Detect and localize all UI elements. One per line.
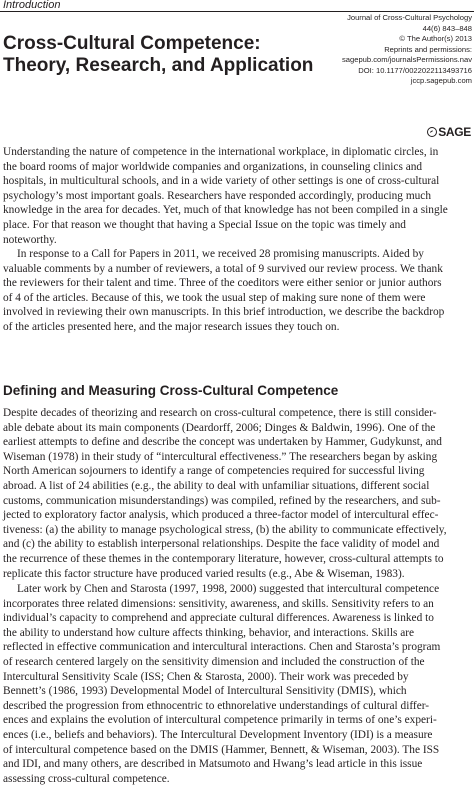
text-line: customs, communication misunderstandings) was compiled, refined by the researchers, and sub-: [3, 494, 441, 507]
text-line: abroad. A list of 24 abilities (e.g., the ability to deal with unfamiliar situations, different social: [3, 479, 430, 492]
section-heading: Defining and Measuring Cross-Cultural Competence: [3, 383, 339, 398]
journal-volume: 44(6) 843–848: [422, 23, 472, 33]
article-title: [3, 33, 338, 77]
text-line: Despite decades of theorizing and research on cross-cultural competence, there is still consider-: [3, 407, 437, 419]
text-line: ences (i.e., beliefs and behaviors). The Intercultural Development Inventory (IDI) is a measure: [3, 728, 433, 741]
doi: DOI: 10.1177/0022022113493716: [358, 65, 472, 75]
text-line: ences and explains the evolution of intercultural competence primarily in terms of one’s experi-: [3, 714, 437, 727]
text-line: hospitals, in multicultural schools, and in a wide variety of other settings is one of cross-cultural: [3, 175, 440, 188]
text-line: earliest attempts to define and describe the concept was undertaken by Hammer, Gudykunst, and: [3, 436, 442, 449]
title-line-1: Cross-Cultural Competence:: [3, 33, 261, 54]
text-line: jected to exploratory factor analysis, which produced a three-factor model of intercultural effec-: [3, 509, 439, 522]
title-line-2: Theory, Research, and Application: [3, 55, 314, 76]
text-line: In response to a Call for Papers in 2011, we received 28 promising manuscripts. Aided by: [17, 248, 424, 260]
reprints-url: sagepub.com/journalsPermissions.nav: [341, 55, 472, 64]
text-line: Intercultural Sensitivity Scale (ISS; Chen & Starosta, 2000). Their work was preceded by: [3, 670, 409, 683]
text-line: of research centered largely on the sensitivity dimension and included the construction of the: [3, 655, 425, 668]
header-rule: [0, 11, 474, 12]
text-line: North American sojourners to identify a range of competencies required for successful living: [3, 465, 425, 478]
sage-wordmark: SAGE: [438, 125, 471, 139]
journal-meta: [322, 13, 472, 87]
text-line: incorporates three related dimensions: sensitivity, awareness, and skills. Sensitivity refers to an: [3, 597, 434, 610]
text-line: Later work by Chen and Starosta (1997, 1998, 2000) suggested that intercultural competence: [17, 583, 440, 595]
text-line: Understanding the nature of competence in the international workplace, in diplomatic circles, in: [3, 146, 439, 158]
text-line: Wiseman (1978) in their study of “intercultural effectiveness.” The researchers began by asking: [3, 450, 438, 463]
text-line: the board rooms of major worldwide companies and organizations, in counseling clinics and: [3, 160, 423, 173]
text-line: tiveness: (a) the ability to manage psychological stress, (b) the ability to communicate effectively,: [3, 523, 447, 536]
text-line: and (c) the ability to establish interpersonal relationships. Despite the face validity of model and: [3, 538, 440, 551]
sage-mark-icon: [427, 127, 437, 137]
section-paragraph-2: [3, 582, 472, 786]
text-line: psychology’s most important goals. Researchers have responded accordingly, producing much: [3, 189, 432, 202]
text-line: of the articles presented here, and the major research issues they touch on.: [3, 320, 340, 333]
text-line: involved in reviewing their own manuscripts. In this brief introduction, we describe the backdrop: [3, 306, 445, 319]
text-line: of 4 of the articles. Because of this, we took the usual step of making sure none of them were: [3, 291, 426, 304]
text-line: the recurrence of these themes in the contemporary literature, however, cross-cultural attempts to: [3, 552, 444, 565]
reprints-label: Reprints and permissions:: [384, 44, 472, 54]
text-line: the ability to understand how culture affects thinking, behavior, and interactions. Skills are: [3, 626, 415, 639]
text-line: the reviewers for their talent and time. Three of the coeditors were either senior or junior authors: [3, 277, 442, 290]
intro-paragraph-1: [3, 145, 472, 247]
intro-paragraph-2: [3, 247, 472, 335]
text-line: able debate about its main components (Deardorff, 2006; Dinges & Baldwin, 1996). One of the: [3, 421, 436, 434]
text-line: of intercultural competence based on the DMIS (Hammer, Bennett, & Wiseman, 2003). The ISS: [3, 743, 440, 756]
text-line: noteworthy.: [3, 233, 57, 246]
copyright: © The Author(s) 2013: [399, 34, 472, 43]
text-line: reflected in effective communication and intercultural interactions. Chen and Starosta’s program: [3, 641, 441, 654]
running-header: [0, 0, 474, 12]
text-line: assessing cross-cultural competence.: [3, 772, 170, 785]
text-line: and IDI, and many others, are described in Matsumoto and Hwang’s lead article in this issue: [3, 758, 423, 771]
text-line: place. For that reason we thought that having a Special Issue on the topic was timely and: [3, 218, 406, 231]
text-line: knowledge in the area for decades. Yet, much of that knowledge has not been compiled in a single: [3, 204, 448, 217]
sage-logo: [427, 125, 471, 139]
text-line: replicate this factor structure have produced varied results (e.g., Abe & Wiseman, 1983).: [3, 567, 405, 580]
journal-site: jccp.sagepub.com: [410, 76, 472, 85]
text-line: valuable comments by a number of reviewers, a total of 9 survived our review process. We thank: [3, 262, 443, 275]
section-label: Introduction: [3, 0, 61, 11]
text-line: described the progression from ethnocentric to ethnorelative understandings of cultural differ-: [3, 699, 430, 712]
section-paragraph-1: [3, 406, 472, 581]
journal-name: Journal of Cross-Cultural Psychology: [347, 13, 472, 22]
text-line: Bennett’s (1986, 1993) Developmental Model of Intercultural Sensitivity (DMIS), which: [3, 685, 407, 698]
text-line: individual’s capacity to comprehend and appreciate cultural differences. Awareness is linked to: [3, 612, 434, 625]
